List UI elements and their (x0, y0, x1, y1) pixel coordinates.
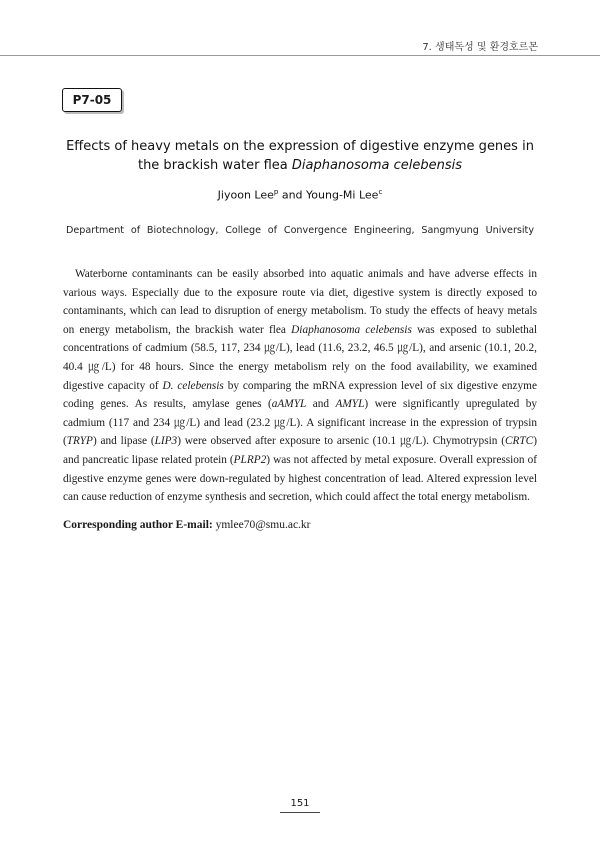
corresponding-author (63, 519, 311, 531)
abstract-text-2: was exposed to sublethal concentrations of cadmium (58.5, 117, 234 ㎍/L), lead (11.6, 23.2, 46.5 ㎍/L), and arsenic (10.1, 20.2, 40.4 ㎍/L) for 48 hours. Since the energy metabolism rely on the food availability, we examined digestive capacity of (63, 323, 537, 392)
abstract-code-badge: P7-05 (62, 88, 122, 112)
corresponding-label: Corresponding author E-mail: (63, 519, 213, 531)
author-2: Young-Mi Lee (306, 188, 379, 202)
abstract-paragraph (63, 265, 537, 507)
abstract-text-3: by comparing the mRNA expression level of six digestive enzyme coding genes. As results, amylase genes ( (63, 379, 537, 411)
author-1: Jiyoon Lee (217, 188, 274, 202)
abstract-italic-8: PLRP2 (233, 453, 267, 466)
abstract-text-8: ) and pancreatic lipase related protein ( (63, 435, 537, 466)
running-header: 7. 생태독성 및 환경호르몬 (422, 42, 538, 53)
abstract-italic-2: D. celebensis (162, 379, 224, 392)
abstract-text-5: ) were significantly upregulated by cadmium (117 and 234 ㎍/L) and lead (23.2 ㎍/L). A significant increase in the expression of trypsin ( (63, 398, 537, 448)
affiliation: Department of Biotechnology, College of Convergence Engineering, Sangmyung University (66, 225, 534, 236)
title-line-1: Effects of heavy metals on the expression of digestive enzyme genes in (66, 139, 534, 154)
title-line-2-prefix: the brackish water flea (137, 158, 292, 173)
abstract-text-9: ) was not affected by metal exposure. Overall expression of digestive enzyme genes were down-regulated by highest concentration of lead. Altered expression level can cause reduction of enzyme synthesis and secretion, which could affect the total energy metabolism. (63, 453, 537, 504)
author-1-marker: p (273, 188, 279, 196)
title-species: Diaphanosoma celebensis (291, 158, 463, 173)
abstract-text-7: ) were observed after exposure to arsenic (10.1 ㎍/L). Chymotrypsin ( (177, 435, 505, 448)
corresponding-email: ymlee70@smu.ac.kr (212, 519, 311, 531)
abstract-italic-7: CRTC (504, 435, 534, 448)
author-2-marker: c (378, 188, 383, 196)
abstract-text-1: Waterborne contaminants can be easily absorbed into aquatic animals and have adverse effects in various ways. Especially due to the exposure route via diet, digestive system is directly exposed to contaminants, which can lead to disruption of energy metabolism. To study the effects of heavy metals on energy metabolism, the brackish water flea (63, 268, 537, 336)
header-divider (0, 55, 600, 56)
abstract-text-6: ) and lipase ( (92, 435, 155, 448)
author-list (0, 188, 600, 202)
page-number: 151 (290, 798, 310, 809)
paper-title (40, 137, 560, 175)
abstract-text-4: and (306, 398, 336, 411)
author-joiner: and (278, 188, 307, 202)
abstract-body (63, 265, 537, 507)
abstract-italic-1: Diaphanosoma celebensis (291, 323, 412, 336)
page-number-underline (280, 812, 320, 813)
abstract-italic-4: AMYL (335, 398, 365, 411)
abstract-italic-5: TRYP (66, 435, 93, 448)
abstract-italic-6: LIP3 (154, 435, 178, 448)
abstract-italic-3: aAMYL (271, 398, 307, 411)
